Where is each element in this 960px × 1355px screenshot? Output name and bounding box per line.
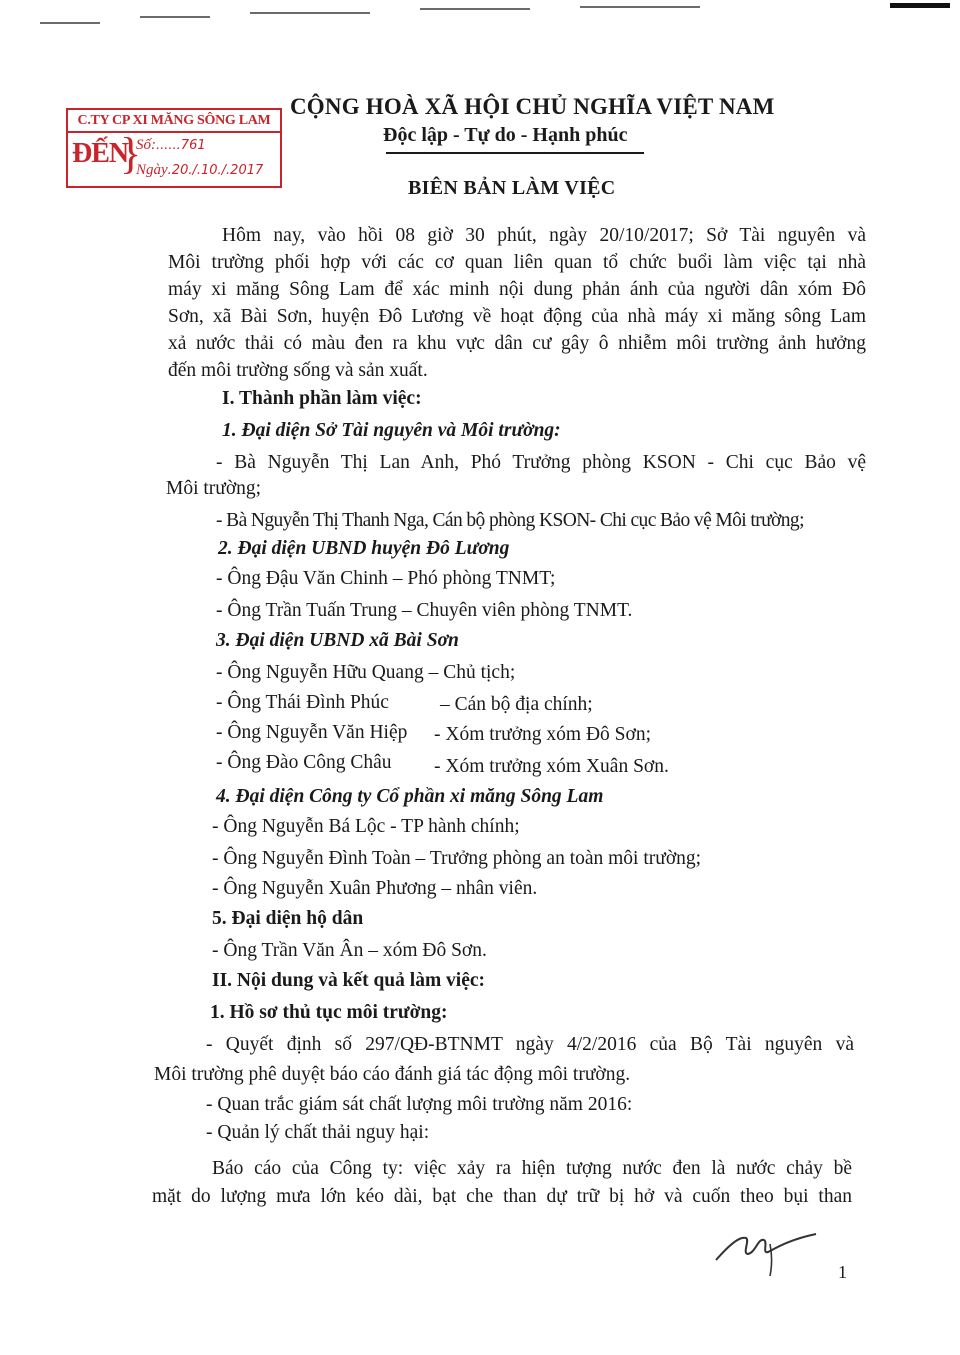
member-line: - Ông Trần Tuấn Trung – Chuyên viên phòng TNMT. bbox=[216, 600, 633, 621]
motto-underline bbox=[386, 152, 644, 154]
member-name: - Ông Nguyễn Văn Hiệp bbox=[216, 722, 408, 743]
member-line: - Ông Đậu Văn Chinh – Phó phòng TNMT; bbox=[216, 568, 556, 589]
member-line: - Ông Nguyễn Bá Lộc - TP hành chính; bbox=[212, 816, 520, 837]
group-heading: 1. Đại diện Sở Tài nguyên và Môi trường: bbox=[222, 420, 561, 441]
scan-mark bbox=[580, 6, 700, 8]
page-number: 1 bbox=[838, 1262, 847, 1282]
group-heading: 5. Đại diện hộ dân bbox=[212, 908, 364, 929]
motto: Độc lập - Tự do - Hạnh phúc bbox=[383, 124, 628, 146]
member-line: - Ông Nguyễn Hữu Quang – Chủ tịch; bbox=[216, 662, 516, 683]
intro-line: Sơn, xã Bài Sơn, huyện Đô Lương về hoạt động của nhà máy xi măng sông Lam bbox=[168, 306, 866, 327]
content-line: mặt do lượng mưa lớn kéo dài, bạt che than dự trữ bị hở và cuốn theo bụi than bbox=[152, 1186, 852, 1207]
member-role: – Cán bộ địa chính; bbox=[440, 694, 593, 715]
member-line: - Bà Nguyễn Thị Thanh Nga, Cán bộ phòng KSON- Chi cục Bảo vệ Môi trường; bbox=[216, 510, 804, 531]
member-name: - Ông Đào Công Châu bbox=[216, 752, 392, 773]
group-heading: 2. Đại diện UBND huyện Đô Lương bbox=[218, 538, 510, 559]
member-line: Môi trường; bbox=[166, 478, 262, 499]
member-line: - Ông Nguyễn Đình Toàn – Trưởng phòng an toàn môi trường; bbox=[212, 848, 702, 869]
group-heading: 4. Đại diện Công ty Cổ phần xi măng Sông Lam bbox=[216, 786, 604, 807]
stamp-den: ĐẾN bbox=[72, 138, 129, 169]
content-line: - Quyết định số 297/QĐ-BTNMT ngày 4/2/2016 của Bộ Tài nguyên và bbox=[206, 1034, 854, 1055]
intro-line: Hôm nay, vào hồi 08 giờ 30 phút, ngày 20/10/2017; Sở Tài nguyên và bbox=[222, 225, 866, 246]
scan-mark bbox=[40, 22, 100, 24]
member-name: - Ông Thái Đình Phúc bbox=[216, 692, 389, 713]
section-heading: I. Thành phần làm việc: bbox=[222, 388, 422, 409]
stamp-so: Số:......761 bbox=[136, 137, 206, 153]
member-line: - Bà Nguyễn Thị Lan Anh, Phó Trưởng phòng KSON - Chi cục Bảo vệ bbox=[216, 452, 866, 473]
scan-mark bbox=[140, 16, 210, 18]
content-line: - Quan trắc giám sát chất lượng môi trường năm 2016: bbox=[206, 1094, 633, 1115]
stamp-ngay: Ngày.20./.10./.2017 bbox=[136, 162, 264, 178]
member-role: - Xóm trưởng xóm Đô Sơn; bbox=[434, 724, 651, 745]
content-line: Báo cáo của Công ty: việc xảy ra hiện tượng nước đen là nước chảy bề bbox=[212, 1158, 852, 1179]
member-line: - Ông Trần Văn Ân – xóm Đô Sơn. bbox=[212, 940, 487, 961]
intro-line: Môi trường phối hợp với các cơ quan liên quan tổ chức buổi làm việc tại nhà bbox=[168, 252, 866, 273]
nation-header: CỘNG HOÀ XÃ HỘI CHỦ NGHĨA VIỆT NAM bbox=[290, 94, 775, 119]
section-heading: II. Nội dung và kết quả làm việc: bbox=[212, 970, 486, 991]
content-line: Môi trường phê duyệt báo cáo đánh giá tác động môi trường. bbox=[154, 1064, 631, 1085]
scan-mark bbox=[420, 8, 530, 10]
intro-line: máy xi măng Sông Lam để xác minh nội dung phản ánh của người dân xóm Đô bbox=[168, 279, 866, 300]
intro-line: xả nước thải có màu đen ra khu vực dân cư gây ô nhiễm môi trường ảnh hưởng bbox=[168, 333, 866, 354]
stamp-brace: } bbox=[120, 129, 142, 178]
scan-mark bbox=[890, 3, 950, 8]
document-title: BIÊN BẢN LÀM VIỆC bbox=[408, 177, 616, 199]
signature-mark bbox=[712, 1214, 822, 1284]
scan-mark bbox=[250, 12, 370, 14]
stamp-company: C.TY CP XI MĂNG SÔNG LAM bbox=[68, 110, 280, 133]
intro-line: đến môi trường sống và sản xuất. bbox=[168, 360, 428, 381]
member-line: - Ông Nguyễn Xuân Phương – nhân viên. bbox=[212, 878, 538, 899]
member-role: - Xóm trưởng xóm Xuân Sơn. bbox=[434, 756, 669, 777]
received-stamp bbox=[66, 108, 282, 188]
content-line: - Quản lý chất thải nguy hại: bbox=[206, 1122, 430, 1143]
subsection-heading: 1. Hồ sơ thủ tục môi trường: bbox=[210, 1002, 448, 1023]
group-heading: 3. Đại diện UBND xã Bài Sơn bbox=[216, 630, 459, 651]
